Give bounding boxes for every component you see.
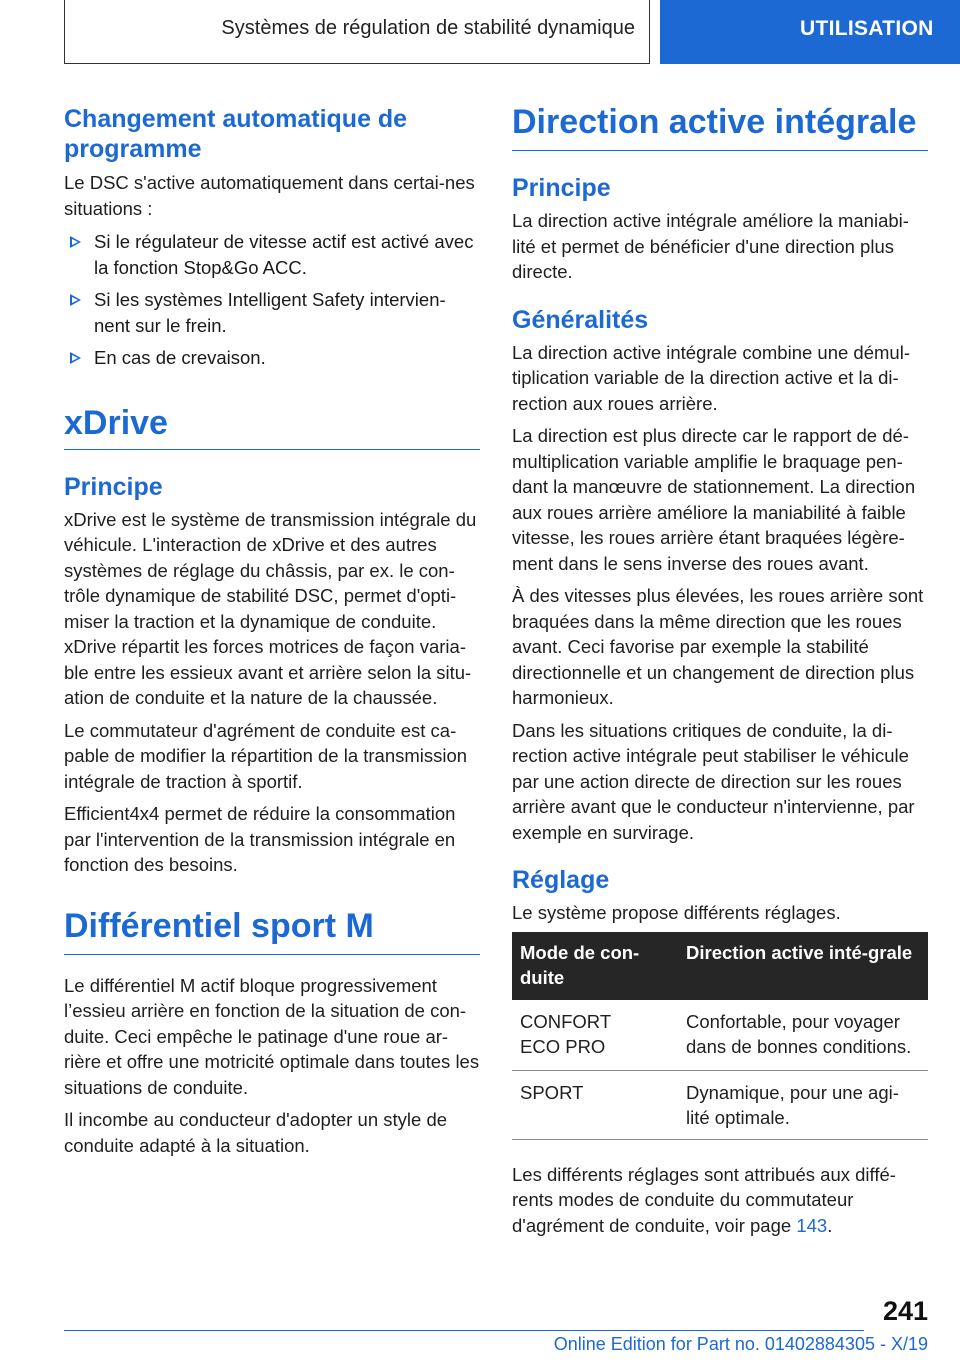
chapter-tab-label: UTILISATION bbox=[800, 17, 934, 40]
auto-change-list bbox=[64, 229, 480, 371]
table-header-row bbox=[512, 932, 928, 1000]
general-paragraph-3: À des vitesses plus élevées, les roues arrière sont braquées dans la même direction que les roues avant. Ceci favorise par exemple la stabilité directionnelle et un changement de direction plus harmonieux. bbox=[512, 585, 924, 708]
mode-cell: CONFORT ECO PRO bbox=[512, 1000, 678, 1071]
xdrive-heading: xDrive bbox=[64, 401, 480, 450]
diff-heading: Différentiel sport M bbox=[64, 904, 480, 955]
after-table-paragraph: Les différents réglages sont attribués aux diffé-rents modes de conduite du commutateur d'agrément de conduite, voir page 143. bbox=[512, 1163, 896, 1236]
list-item: En cas de crevaison. bbox=[64, 345, 480, 371]
right-column bbox=[512, 100, 928, 1238]
setting-intro: Le système propose différents réglages. bbox=[512, 902, 841, 923]
section-title: Systèmes de régulation de stabilité dynamique bbox=[221, 17, 635, 39]
triangle-bullet-icon bbox=[70, 352, 81, 364]
list-item: Si les systèmes Intelligent Safety intervien-nent sur le frein. bbox=[64, 287, 480, 338]
steering-principle-heading: Principe bbox=[512, 174, 611, 202]
footer-edition-text: Online Edition for Part no. 01402884305 - X/19 bbox=[553, 1334, 928, 1354]
left-column bbox=[64, 100, 480, 1158]
table-row bbox=[512, 1000, 928, 1071]
footer-divider bbox=[64, 1330, 864, 1331]
xdrive-principle-heading: Principe bbox=[64, 472, 163, 501]
general-paragraph-4: Dans les situations critiques de conduite, la di-rection active intégrale peut stabiliser le véhicule par une action directe de direction sur les roues arrière avant que le conducteur n'intervienne, par exemple en survirage. bbox=[512, 719, 915, 843]
general-paragraph-2: La direction est plus directe car le rapport de dé-multiplication variable amplifie le braquage pen-dant la manœuvre de stationnement. La direction aux roues arrière améliore la maniabilité à faible vitesse, les roues arrière étant braquées légère-ment dans le sens inverse des roues avant. bbox=[512, 425, 916, 574]
triangle-bullet-icon bbox=[70, 236, 81, 248]
table-row bbox=[512, 1070, 928, 1139]
page-number: 241 bbox=[882, 1296, 928, 1326]
general-paragraph-1: La direction active intégrale combine une démul-tiplication variable de la direction active et la di-rection aux roues arrière. bbox=[512, 341, 910, 414]
triangle-bullet-icon bbox=[70, 294, 81, 306]
xdrive-paragraph-3: Efficient4x4 permet de réduire la consommation par l'intervention de la transmission intégrale en fonction des besoins. bbox=[64, 803, 456, 875]
list-item: Si le régulateur de vitesse actif est activé avec la fonction Stop&Go ACC. bbox=[64, 229, 480, 280]
chapter-tab[interactable] bbox=[660, 0, 960, 64]
column-header-steering: Direction active inté-grale bbox=[678, 932, 928, 1000]
settings-table bbox=[512, 932, 928, 1140]
xdrive-paragraph-1: xDrive est le système de transmission intégrale du véhicule. L'interaction de xDrive et des autres systèmes de réglage du châssis, par ex. le con-trôle dynamique de stabilité DSC, permet d'opti-miser la traction et la dynamique de conduite. xDrive répartit les forces motrices de façon varia-ble entre les essieux avant et arrière selon la situ-ation de conduite et la nature de la chaussée. bbox=[64, 508, 477, 708]
description-cell: Confortable, pour voyager dans de bonnes conditions. bbox=[678, 1000, 928, 1071]
setting-heading: Réglage bbox=[512, 866, 610, 894]
page-reference-link[interactable]: 143 bbox=[796, 1214, 828, 1236]
xdrive-paragraph-2: Le commutateur d'agrément de conduite est ca-pable de modifier la répartition de la transmission intégrale de traction à sportif. bbox=[64, 719, 468, 792]
column-header-mode: Mode de con-duite bbox=[512, 932, 678, 1000]
steering-heading: Direction active intégrale bbox=[512, 100, 928, 151]
mode-cell: SPORT bbox=[512, 1070, 678, 1139]
steering-principle-paragraph: La direction active intégrale améliore la maniabi-lité et permet de bénéficier d'une direction plus directe. bbox=[512, 210, 909, 282]
general-heading: Généralités bbox=[512, 305, 649, 334]
auto-change-heading: Changement automatique de programme bbox=[64, 105, 408, 163]
diff-paragraph-2: Il incombe au conducteur d'adopter un style de conduite adapté à la situation. bbox=[64, 1109, 448, 1156]
diff-paragraph-1: Le différentiel M actif bloque progressivement l’essieu arrière en fonction de la situation de con-duite. Ceci empêche le patinage d'une roue ar-rière et offre une motricité optimale dans toutes les situations de conduite. bbox=[64, 974, 480, 1098]
auto-change-intro: Le DSC s'active automatiquement dans certai-nes situations : bbox=[64, 172, 475, 219]
running-header bbox=[64, 0, 650, 64]
description-cell: Dynamique, pour une agi-lité optimale. bbox=[678, 1070, 928, 1139]
